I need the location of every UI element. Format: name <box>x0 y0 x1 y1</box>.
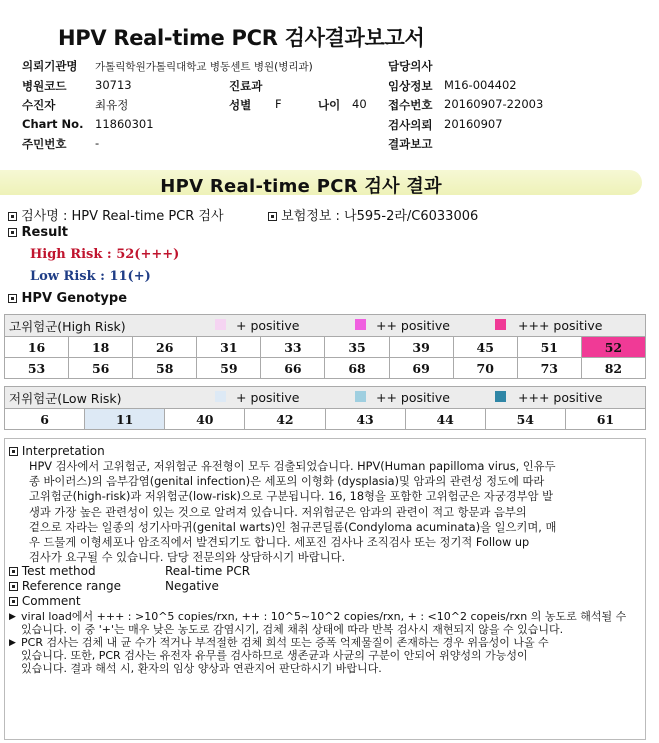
legend-swatch-plus2 <box>355 319 366 330</box>
test-name-line <box>8 205 224 224</box>
comment-line: 있습니다. 결과 해석 시, 환자의 임상 양상과 연관지어 판단하시기 바랍니다. <box>21 662 382 675</box>
interpretation-line: 고위험군(high-risk)과 저위험군(low-risk)으로 구분됩니다. 16, 18형을 포함한 고위험군은 자궁경부암 발 <box>29 490 553 504</box>
age-label: 나이 <box>318 98 341 112</box>
interpretation-line: 검사가 요구될 수 있습니다. 담당 전문의와 상담하시기 바랍니다. <box>29 551 346 565</box>
genotype-cell-11: 11 <box>85 409 165 430</box>
legend-low-plus3-label: +++ positive <box>518 390 603 405</box>
genotype-cell-16: 16 <box>5 337 69 358</box>
genotype-cell-44: 44 <box>405 409 485 430</box>
patient-info <box>22 58 642 156</box>
legend-swatch-plus3 <box>495 319 506 330</box>
low-risk-row <box>5 409 646 430</box>
clinical-info-value: M16-004402 <box>444 77 517 92</box>
low-risk-header: 저위험군(Low Risk) <box>5 387 646 409</box>
physician-label: 담당의사 <box>388 59 433 73</box>
genotype-cell-61: 61 <box>565 409 645 430</box>
test-method-line: Test method <box>9 564 96 578</box>
legend-swatch-plus1 <box>215 319 226 330</box>
genotype-cell-31: 31 <box>197 337 261 358</box>
genotype-cell-42: 42 <box>245 409 325 430</box>
arrow-right-icon: ▶ <box>9 612 16 622</box>
legend-swatch-low-plus1 <box>215 391 226 402</box>
interpretation-line: 겉으로 자라는 일종의 성기사마귀(genital warts)인 첨규콘딜롬(Condyloma acuminata)을 일으키며, 매 <box>29 520 557 534</box>
legend-swatch-low-plus2 <box>355 391 366 402</box>
high-risk-row <box>5 358 646 379</box>
report-title: HPV Real-time PCR 검사결과보고서 <box>58 26 425 50</box>
hospital-code-label: 병원코드 <box>22 78 67 93</box>
genotype-cell-6: 6 <box>5 409 85 430</box>
bullet-icon <box>8 228 17 237</box>
genotype-cell-18: 18 <box>69 337 133 358</box>
genotype-cell-70: 70 <box>453 358 517 379</box>
bullet-icon <box>9 447 18 456</box>
bullet-icon <box>9 567 18 576</box>
genotype-cell-73: 73 <box>517 358 581 379</box>
comment-line: 있습니다. 또한, PCR 검사는 유전자 유무를 검사하므로 생존균과 사균의 구분이 안되어 위양성의 가능성이 <box>21 649 528 662</box>
genotype-cell-56: 56 <box>69 358 133 379</box>
genotype-cell-26: 26 <box>133 337 197 358</box>
receipt-no-label: 접수번호 <box>388 98 433 112</box>
low-risk-result: Low Risk : 11(+) <box>30 269 151 284</box>
result-heading-line <box>8 225 68 240</box>
legend-plus2-label: ++ positive <box>376 318 450 333</box>
report-label: 결과보고 <box>388 137 433 151</box>
genotype-cell-53: 53 <box>5 358 69 379</box>
legend-plus1-label: + positive <box>236 318 300 333</box>
interpretation-box <box>4 438 646 740</box>
request-date-value: 20160907 <box>444 116 503 131</box>
genotype-cell-66: 66 <box>261 358 325 379</box>
genotype-cell-39: 39 <box>389 337 453 358</box>
interpretation-line: 우 드물게 이형세포나 암조직에서 발견되기도 합니다. 세포진 검사나 조직검사 또는 정기적 Follow up <box>29 536 530 550</box>
test-name: 검사명 : HPV Real-time PCR 검사 <box>21 209 224 224</box>
legend-low-plus2-label: ++ positive <box>376 390 450 405</box>
genotype-cell-54: 54 <box>485 409 565 430</box>
arrow-right-icon: ▶ <box>9 638 16 648</box>
department-label: 진료과 <box>229 78 263 93</box>
high-risk-result: High Risk : 52(+++) <box>30 247 180 262</box>
age-value: 40 <box>352 97 367 111</box>
institution-label: 의뢰기관명 <box>22 59 78 73</box>
genotype-cell-35: 35 <box>325 337 389 358</box>
genotype-cell-52: 52 <box>581 337 645 358</box>
examinee-label: 수진자 <box>22 98 56 112</box>
genotype-cell-69: 69 <box>389 358 453 379</box>
chart-no-value: 11860301 <box>95 116 154 131</box>
bullet-icon <box>9 582 18 591</box>
genotype-heading: HPV Genotype <box>21 291 128 306</box>
legend-low-plus1-label: + positive <box>236 390 300 405</box>
sex-value: F <box>275 97 282 111</box>
comment-line: 있습니다. 이 중 '+'는 매우 낮은 농도로 감염시기, 검체 채취 상태에 따라 반복 검사시 재현되지 않을 수 있습니다. <box>21 623 564 636</box>
interpretation-heading: Interpretation <box>9 444 105 458</box>
bullet-icon <box>8 212 17 221</box>
resident-no-label: 주민번호 <box>22 137 67 151</box>
high-risk-header: 고위험군(High Risk) <box>5 315 646 337</box>
genotype-cell-58: 58 <box>133 358 197 379</box>
result-heading: Result <box>21 225 69 240</box>
chart-no-label: Chart No. <box>22 116 84 131</box>
interpretation-line: 생과 가장 높은 관련성이 있는 것으로 알려져 있습니다. 저위험군은 암과의 관련이 적고 항문과 음부의 <box>29 505 527 519</box>
interpretation-line: HPV 검사에서 고위험군, 저위험군 유전형이 모두 검출되었습니다. HPV(Human papilloma virus, 인유두 <box>29 460 556 473</box>
reference-range-value: Negative <box>165 579 219 593</box>
genotype-cell-82: 82 <box>581 358 645 379</box>
comment-heading: Comment <box>9 594 81 608</box>
receipt-no-value: 20160907-22003 <box>444 97 544 111</box>
reference-range-line: Reference range <box>9 579 121 593</box>
bullet-icon <box>8 294 17 303</box>
genotype-cell-59: 59 <box>197 358 261 379</box>
bullet-icon <box>268 212 277 221</box>
interpretation-line: 종 바이러스)의 음부감염(genital infection)은 세포의 이형화 (dysplasia)및 암과의 관련성 정도에 따라 <box>29 475 545 489</box>
insurance-info: 보험정보 : 나595-2라/C6033006 <box>281 209 479 224</box>
result-banner <box>0 170 642 195</box>
genotype-cell-43: 43 <box>325 409 405 430</box>
comment-line: viral load에서 +++ : >10^5 copies/rxn, ++ : 10^5~10^2 copies/rxn, + : <10^2 copeis/rxn 의 농도로 해석될 수 <box>21 610 627 623</box>
genotype-cell-40: 40 <box>165 409 245 430</box>
interpretation-text <box>29 459 637 565</box>
institution-value: 가톨릭학원가톨릭대학교 병동센트 병원(병리과) <box>95 61 313 73</box>
request-date-label: 검사의뢰 <box>388 117 433 132</box>
banner-title: HPV Real-time PCR 검사 결과 <box>160 176 442 197</box>
comment-pcr-limitations <box>21 636 637 675</box>
genotype-cell-51: 51 <box>517 337 581 358</box>
genotype-heading-line <box>8 291 127 306</box>
comment-viral-load <box>21 610 637 636</box>
test-method-value: Real-time PCR <box>165 564 251 578</box>
hospital-code-value: 30713 <box>95 77 132 92</box>
examinee-value: 최유정 <box>95 98 129 112</box>
insurance-line <box>268 205 478 224</box>
legend-plus3-label: +++ positive <box>518 318 603 333</box>
legend-swatch-low-plus3 <box>495 391 506 402</box>
sex-label: 성별 <box>229 98 252 112</box>
clinical-info-label: 임상정보 <box>388 78 433 93</box>
bullet-icon <box>9 597 18 606</box>
high-risk-row <box>5 337 646 358</box>
genotype-cell-68: 68 <box>325 358 389 379</box>
genotype-cell-45: 45 <box>453 337 517 358</box>
comment-line: PCR 검사는 검체 내 균 수가 적거나 부적절한 검체 희석 또는 증폭 억제물질이 존재하는 경우 위음성이 나올 수 <box>21 636 549 649</box>
resident-no-value: - <box>95 136 100 150</box>
genotype-cell-33: 33 <box>261 337 325 358</box>
